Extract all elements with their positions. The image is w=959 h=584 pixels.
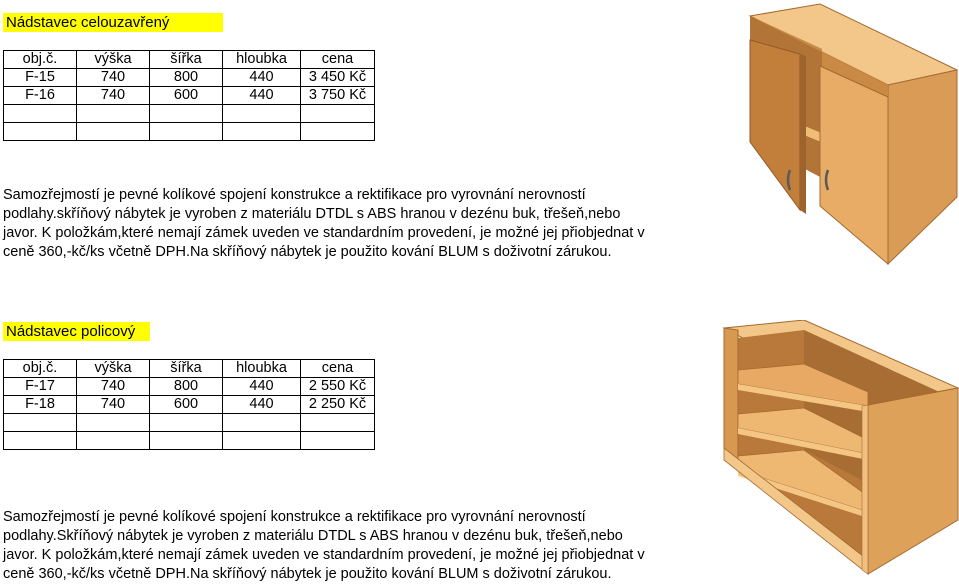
column-header: výška	[77, 360, 150, 378]
table-cell: 2 550 Kč	[301, 378, 375, 396]
section-title-shelf-cabinet: Nádstavec policový	[3, 322, 150, 341]
column-header: hloubka	[223, 360, 301, 378]
table-cell	[77, 105, 150, 123]
table-header-row	[4, 360, 375, 378]
table-cell	[301, 123, 375, 141]
column-header: výška	[77, 51, 150, 69]
table-cell: F-18	[4, 396, 77, 414]
table-cell	[301, 414, 375, 432]
table-row-empty	[4, 105, 375, 123]
table-cell	[4, 105, 77, 123]
table-cell: 3 450 Kč	[301, 69, 375, 87]
table-cell: 440	[223, 87, 301, 105]
table-cell: F-16	[4, 87, 77, 105]
table-cell	[150, 432, 223, 450]
product-table-shelf-cabinet	[3, 359, 375, 450]
column-header: šířka	[150, 360, 223, 378]
table-cell: F-15	[4, 69, 77, 87]
table-row-empty	[4, 123, 375, 141]
table-cell	[223, 105, 301, 123]
table-row-empty	[4, 432, 375, 450]
table-cell	[4, 414, 77, 432]
table-cell	[223, 123, 301, 141]
table-cell	[150, 123, 223, 141]
table-cell	[77, 123, 150, 141]
column-header: hloubka	[223, 51, 301, 69]
table-cell: 600	[150, 396, 223, 414]
table-cell	[4, 432, 77, 450]
product-description: Samozřejmostí je pevné kolíkové spojení konstrukce a rektifikace pro vyrovnání nerovností podlahy.skříňový nábytek je vyroben z materiálu DTDL s ABS hranou v dezénu buk, třešeň,nebo javor. K položkám,které nemají zámek uveden ve standardním provedení, je možné jej přiobjednat v ceně 360,-kč/ks včetně DPH.Na skříňový nábytek je použito kování BLUM s doživotní zárukou.	[3, 187, 645, 260]
table-row	[4, 87, 375, 105]
column-header: šířka	[150, 51, 223, 69]
table-cell: 3 750 Kč	[301, 87, 375, 105]
table-cell	[77, 432, 150, 450]
table-cell	[150, 414, 223, 432]
table-cell: 440	[223, 69, 301, 87]
closed-cabinet-illustration	[736, 2, 958, 266]
product-table-closed-cabinet	[3, 50, 375, 141]
table-cell	[301, 432, 375, 450]
column-header: cena	[301, 51, 375, 69]
column-header: obj.č.	[4, 51, 77, 69]
table-cell	[301, 105, 375, 123]
table-header-row	[4, 51, 375, 69]
table-cell	[4, 123, 77, 141]
table-cell: 740	[77, 69, 150, 87]
table-cell: 800	[150, 378, 223, 396]
table-cell	[77, 414, 150, 432]
table-cell: 740	[77, 87, 150, 105]
table-cell: 440	[223, 378, 301, 396]
product-description: Samozřejmostí je pevné kolíkové spojení konstrukce a rektifikace pro vyrovnání nerovností podlahy.Skříňový nábytek je vyroben z materiálu DTDL s ABS hranou v dezénu buk, třešeň,nebo javor. K položkám,které nemají zámek uveden ve standardním provedení, je možné jej přiobjednat v ceně 360,-kč/ks včetně DPH.Na skříňový nábytek je použito kování BLUM s doživotní zárukou.	[3, 509, 645, 582]
table-cell	[150, 105, 223, 123]
table-row	[4, 378, 375, 396]
table-row-empty	[4, 414, 375, 432]
table-cell	[223, 414, 301, 432]
table-cell: 2 250 Kč	[301, 396, 375, 414]
table-cell	[223, 432, 301, 450]
table-row	[4, 69, 375, 87]
column-header: obj.č.	[4, 360, 77, 378]
table-cell: 740	[77, 378, 150, 396]
table-cell: 440	[223, 396, 301, 414]
column-header: cena	[301, 360, 375, 378]
open-shelf-illustration	[722, 320, 959, 575]
table-cell: 740	[77, 396, 150, 414]
table-cell: 800	[150, 69, 223, 87]
table-cell: F-17	[4, 378, 77, 396]
table-row	[4, 396, 375, 414]
section-title-closed-cabinet: Nádstavec celouzavřený	[3, 13, 223, 32]
table-cell: 600	[150, 87, 223, 105]
